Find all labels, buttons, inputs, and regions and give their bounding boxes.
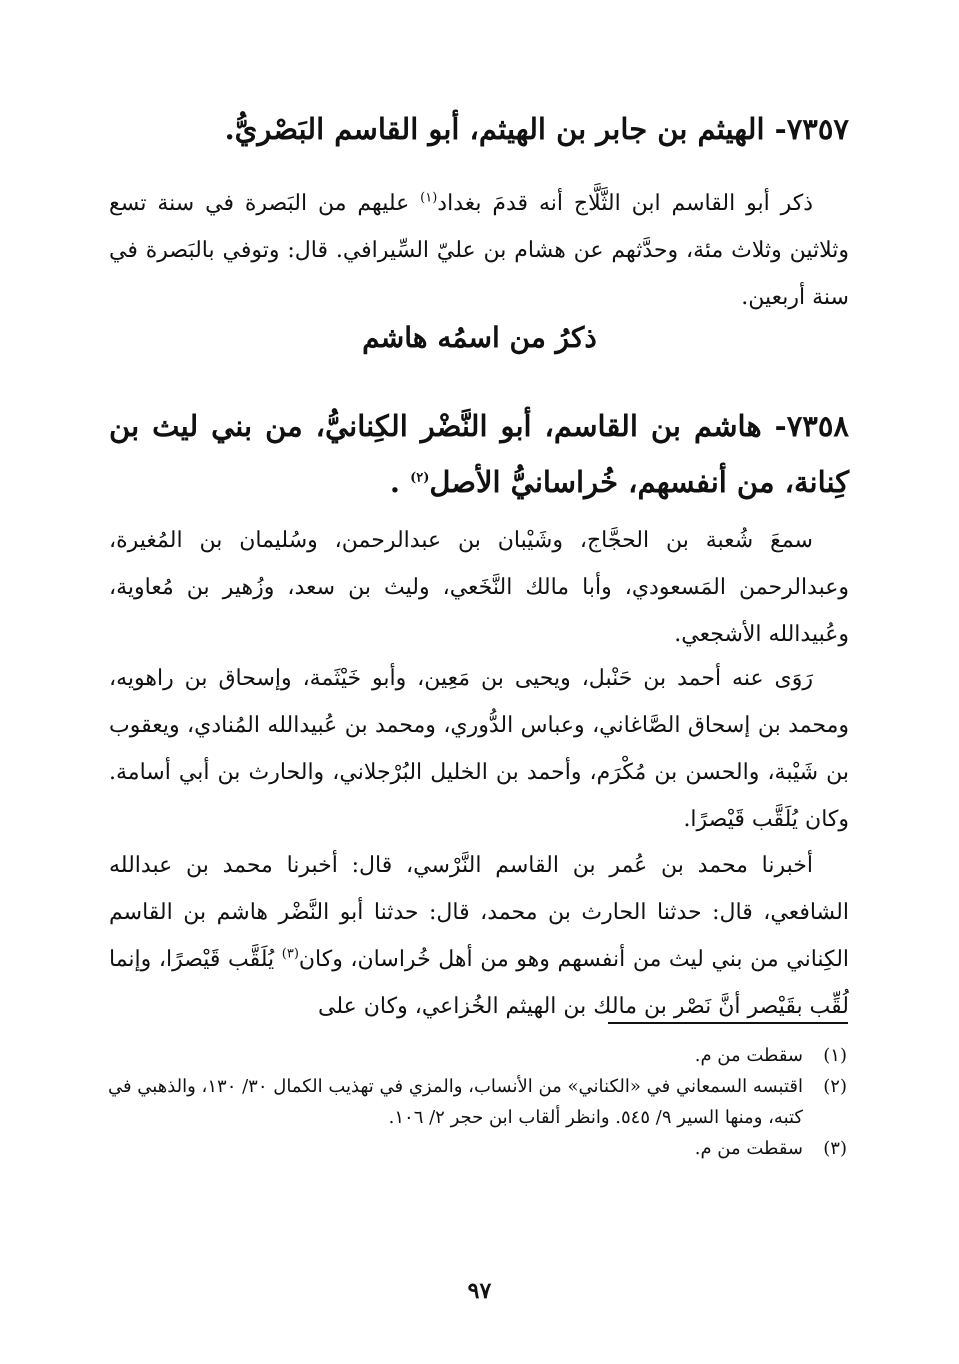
entry-7358-title — [109, 398, 849, 510]
footnote-text: سقطت من م. — [694, 1138, 803, 1159]
paragraph-1-text-a: ذكر أبو القاسم ابن الثَّلَّاج أنه قدمَ بغداد — [437, 191, 814, 216]
footnote-number: (١) — [823, 1045, 847, 1066]
page-number: ٩٧ — [467, 1278, 492, 1304]
entry-7357-title — [99, 108, 849, 150]
entry-7358-title-text-a: ٧٣٥٨- هاشم بن القاسم، أبو النَّضْر الكِنانيُّ، من بني ليث بن كِنانة، من أنفسهم، خُراسانيُّ الأصل — [109, 409, 849, 499]
footnote-ref-1[interactable]: (١) — [420, 190, 438, 206]
paragraph-1-text-b: عليهم من البَصرة في سنة تسع وثلاثين وثلاث مئة، وحدَّثهم عن هشام بن عليّ السِّيرافي. قال: وتوفي بالبَصرة في سنة أربعين. — [109, 191, 849, 310]
paragraph-3-text: رَوَى عنه أحمد بن حَنْبل، ويحيى بن مَعِين، وأبو خَيْثَمة، وإسحاق بن راهويه، ومحمد بن إسحاق الصَّاغاني، وعباس الدُّوري، ومحمد بن عُبيدالله المُنادي، ويعقوب بن شَيْبة، والحسن بن مُكْرَم، وأحمد بن الخليل البُرْجلاني، والحارث بن أبي أسامة. وكان يُلَقَّب قَيْصرًا. — [109, 666, 849, 832]
paragraph-1 — [109, 180, 849, 321]
entry-7358-title-text-b: . — [389, 465, 411, 499]
paragraph-4-text-b: يُلَقَّب قَيْصرًا، وإنما لُقِّب بقَيْصر أنَّ نَصْر بن مالك بن الهيثم الخُزاعي، وكان على — [109, 947, 849, 1019]
paragraph-4 — [109, 842, 849, 1030]
footnote-item — [102, 1071, 847, 1133]
footnote-number: (٢) — [823, 1076, 847, 1097]
paragraph-4-text-a: أخبرنا محمد بن عُمر بن القاسم النَّرْسي، قال: أخبرنا محمد بن عبدالله الشافعي، قال: حدثنا الحارث بن محمد، قال: حدثنا أبو النَّضْر هاشم بن القاسم الكِناني من بني ليث من أنفسهم وهو من أهل خُراسان، وكان — [109, 853, 850, 972]
footnote-divider — [608, 1022, 848, 1024]
paragraph-2-text: سمعَ شُعبة بن الحجَّاج، وشَيْبان بن عبدالرحمن، وسُليمان بن المُغيرة، وعبدالرحمن المَسعودي، وأبا مالك النَّخَعي، وليث بن سعد، وزُهير بن مُعاوية، وعُبيدالله الأشجعي. — [109, 528, 849, 647]
footnote-ref-3[interactable]: (٣) — [281, 946, 299, 962]
section-heading — [0, 318, 959, 358]
footnotes — [102, 1040, 847, 1164]
footnote-item — [102, 1133, 847, 1164]
section-heading-text: ذكرُ من اسمُه هاشم — [362, 321, 597, 354]
entry-7357-title-text: ٧٣٥٧- الهيثم بن جابر بن الهيثم، أبو القاسم البَصْريُّ. — [224, 112, 849, 146]
paragraph-2 — [109, 517, 849, 658]
paragraph-3 — [109, 655, 849, 843]
footnote-text: اقتبسه السمعاني في «الكناني» من الأنساب، والمزي في تهذيب الكمال ٣٠/ ١٣٠، والذهبي في كتبه، ومنها السير ٩/ ٥٤٥. وانظر ألقاب ابن حجر ٢/ ١٠٦. — [107, 1076, 803, 1128]
footnote-item — [102, 1040, 847, 1071]
footnote-text: سقطت من م. — [694, 1045, 803, 1066]
footnote-ref-2[interactable]: (٢) — [410, 470, 430, 486]
footnote-number: (٣) — [823, 1138, 847, 1159]
